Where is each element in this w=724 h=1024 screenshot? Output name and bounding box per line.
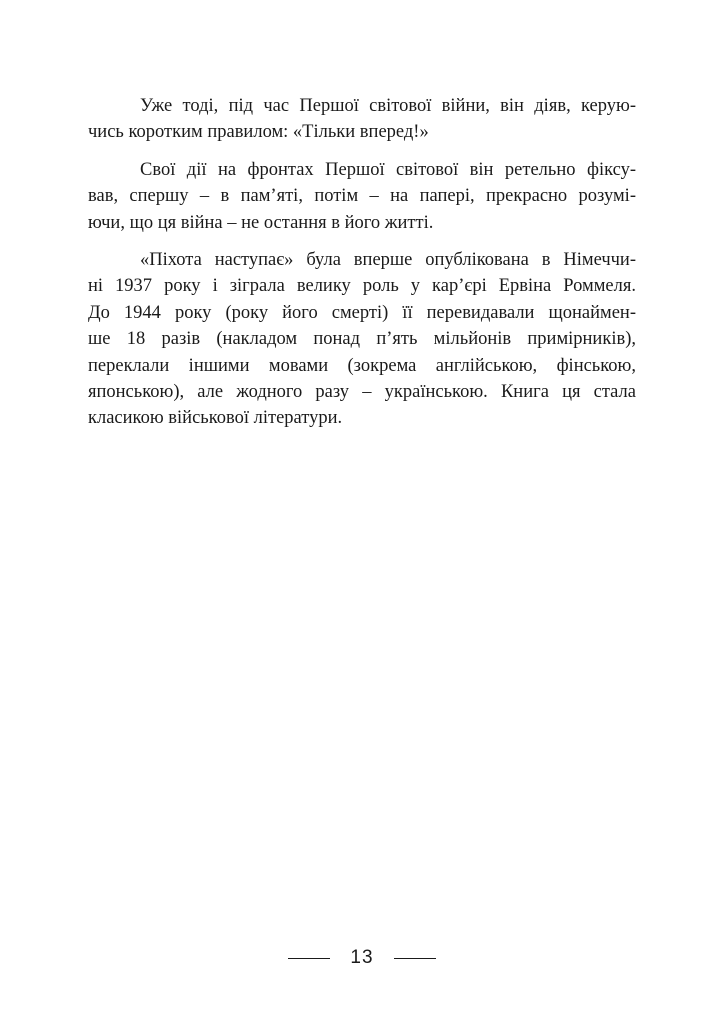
- page-footer: [0, 946, 724, 970]
- body-text: [88, 93, 636, 443]
- paragraph-2: [88, 157, 636, 236]
- text-line: Свої дії на фронтах Першої світової він ретельно фіксу-: [140, 159, 636, 180]
- text-line: Уже тоді, під час Першої світової війни, він діяв, керую-: [140, 96, 636, 116]
- text-line: До 1944 року (року його смерті) її перевидавали щонаймен-: [88, 302, 636, 323]
- text-line: ні 1937 року і зіграла велику роль у кар’єрі Ервіна Роммеля.: [88, 276, 636, 297]
- text-line: «Піхота наступає» була вперше опублікована в Німеччи-: [140, 249, 636, 270]
- text-line: японською), але жодного разу – українською. Книга ця стала: [88, 381, 636, 402]
- text-line: ше 18 разів (накладом понад п’ять мільйонів примірників),: [88, 329, 636, 350]
- paragraph-1: [88, 93, 636, 146]
- text-line: вав, спершу – в пам’яті, потім – на папері, прекрасно розумі-: [88, 186, 636, 207]
- footer-rule-left: [288, 958, 330, 959]
- page-number: 13: [350, 947, 374, 968]
- footer-rule-right: [394, 958, 436, 959]
- text-line: чись коротким правилом: «Тільки вперед!»: [88, 122, 429, 143]
- text-line: ючи, що ця війна – не остання в його житті.: [88, 212, 434, 233]
- paragraph-3: [88, 247, 636, 432]
- text-line: класикою військової літератури.: [88, 408, 343, 429]
- text-line: переклали іншими мовами (зокрема англійською, фінською,: [88, 355, 636, 376]
